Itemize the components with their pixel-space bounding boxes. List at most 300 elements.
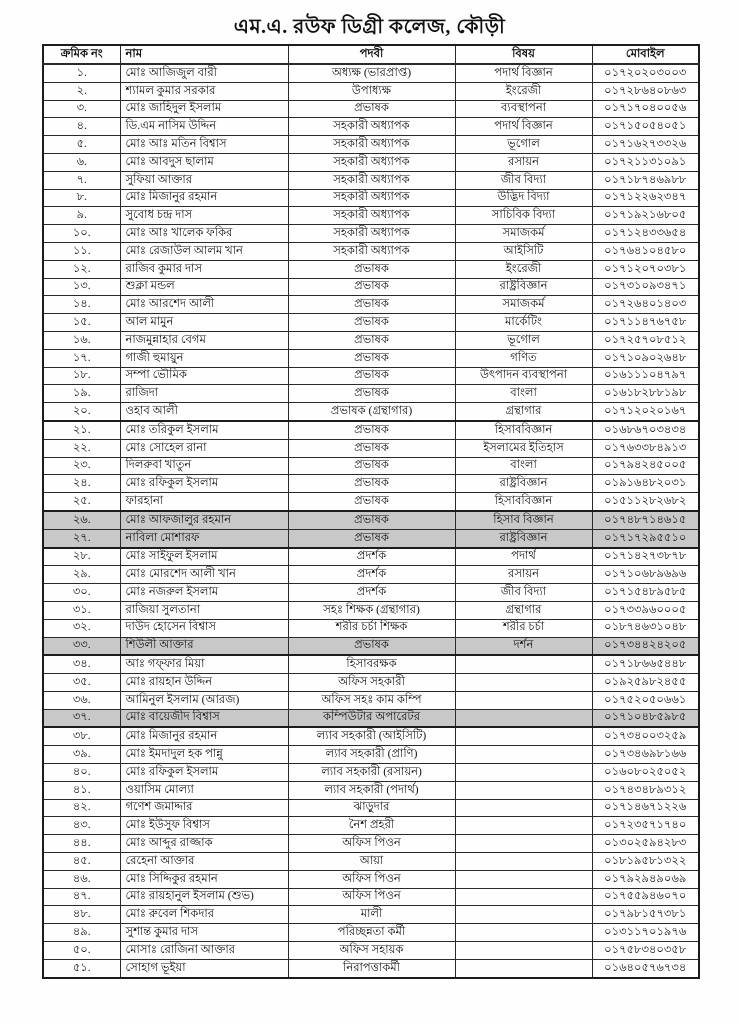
cell-serial-no: ২৪. xyxy=(43,475,120,493)
cell-subject xyxy=(455,870,592,888)
cell-subject: উৎপাদন ব্যবস্থাপনা xyxy=(455,367,592,385)
cell-subject xyxy=(455,691,592,709)
cell-mobile: ০১৭১৪২৭৩৮৭৮ xyxy=(592,548,699,566)
cell-designation: সহকারী অধ্যাপক xyxy=(288,118,455,136)
cell-serial-no: ৩০. xyxy=(43,584,120,602)
header-designation: পদবী xyxy=(288,45,455,64)
cell-designation: প্রদর্শক xyxy=(288,584,455,602)
table-row xyxy=(43,82,699,100)
table-row xyxy=(43,100,699,118)
cell-subject: পদার্থ বিজ্ঞান xyxy=(455,118,592,136)
cell-name: সুশান্ত কুমার দাস xyxy=(120,924,288,942)
cell-serial-no: ৪৪. xyxy=(43,835,120,853)
cell-designation: প্রভাষক xyxy=(288,457,455,475)
cell-name: দিলরুবা খাতুন xyxy=(120,457,288,475)
cell-designation: প্রভাষক xyxy=(288,385,455,403)
cell-subject: মার্কেটিং xyxy=(455,314,592,332)
cell-name: ওয়াসিম মোল্যা xyxy=(120,781,288,799)
cell-name: মোঃ মিজানুর রহমান xyxy=(120,727,288,745)
cell-name: মোঃ তরিকুল ইসলাম xyxy=(120,421,288,439)
table-row xyxy=(43,493,699,511)
table-row xyxy=(43,709,699,727)
cell-mobile: ০১৭১৮৭৪৬৯৮৮ xyxy=(592,171,699,189)
cell-designation: প্রভাষক xyxy=(288,475,455,493)
table-row xyxy=(43,727,699,745)
table-row xyxy=(43,619,699,637)
cell-designation: প্রভাষক xyxy=(288,367,455,385)
cell-subject: ইংরেজী xyxy=(455,260,592,278)
cell-name: মোঃ আঃ মতিন বিশ্বাস xyxy=(120,136,288,154)
cell-subject xyxy=(455,764,592,782)
cell-serial-no: ২৮. xyxy=(43,548,120,566)
cell-serial-no: ১৯. xyxy=(43,385,120,403)
cell-mobile: ০১৩০২৫৯৪২৮৩ xyxy=(592,835,699,853)
cell-designation: নিরাপত্তাকর্মী xyxy=(288,959,455,977)
cell-mobile: ০১৭৪৮৭১৪৬১৫ xyxy=(592,511,699,529)
table-row xyxy=(43,566,699,584)
cell-mobile: ০১৬৮৬৭০৩৪৩৪ xyxy=(592,421,699,439)
cell-designation: প্রভাষক (গ্রন্থাগার) xyxy=(288,403,455,421)
cell-name: মোঃ ইউসুফ বিশ্বাস xyxy=(120,817,288,835)
cell-serial-no: ৫০. xyxy=(43,942,120,960)
cell-subject: পদার্থ বিজ্ঞান xyxy=(455,64,592,82)
table-row xyxy=(43,601,699,619)
cell-serial-no: ১০. xyxy=(43,225,120,243)
cell-name: আমিনুল ইসলাম (আরজ) xyxy=(120,691,288,709)
table-row xyxy=(43,421,699,439)
cell-mobile: ০১৬৪০৫৭৬৭৩৪ xyxy=(592,959,699,977)
table-row xyxy=(43,385,699,403)
cell-name: সম্পা ভৌমিক xyxy=(120,367,288,385)
cell-serial-no: ৩৭. xyxy=(43,709,120,727)
cell-designation: সহঃ শিক্ষক (গ্রন্থাগার) xyxy=(288,601,455,619)
cell-designation: অফিস সহকারী xyxy=(288,674,455,692)
cell-subject xyxy=(455,835,592,853)
cell-name: শিউলী আক্তার xyxy=(120,637,288,655)
cell-subject: আইসিটি xyxy=(455,242,592,260)
cell-name: মোঃ রায়হানুল ইসলাম (শুভ) xyxy=(120,888,288,906)
cell-mobile: ০১৬১৮২৮৮১৯৮ xyxy=(592,385,699,403)
cell-mobile: ০১৭৫২০৫০৬৬১ xyxy=(592,691,699,709)
table-row xyxy=(43,764,699,782)
cell-serial-no: ১৮. xyxy=(43,367,120,385)
cell-designation: প্রভাষক xyxy=(288,331,455,349)
cell-subject: ব্যবস্থাপনা xyxy=(455,100,592,118)
cell-name: মোঃ রায়হান উদ্দিন xyxy=(120,674,288,692)
cell-name: নাজমুন্নাহার বেগম xyxy=(120,331,288,349)
table-row xyxy=(43,242,699,260)
cell-mobile: ০১৬০৮০২৫০৫২ xyxy=(592,764,699,782)
cell-serial-no: ১১. xyxy=(43,242,120,260)
table-row xyxy=(43,655,699,673)
table-row xyxy=(43,314,699,332)
cell-name: রাজিব কুমার দাস xyxy=(120,260,288,278)
cell-mobile: ০১৭২৩৫৭১৭৪০ xyxy=(592,817,699,835)
cell-name: আল মামুন xyxy=(120,314,288,332)
cell-designation: ল্যাব সহকারী (পদার্থ) xyxy=(288,781,455,799)
cell-mobile: ০১৭১৭০৪০০৫৬ xyxy=(592,100,699,118)
cell-serial-no: ১৩. xyxy=(43,278,120,296)
cell-mobile: ০১৭১২০২০১৬৭ xyxy=(592,403,699,421)
cell-mobile: ০১৫১১২৮২৬৮২ xyxy=(592,493,699,511)
cell-designation: ল্যাব সহকারী (আইসিটি) xyxy=(288,727,455,745)
cell-designation: অধ্যক্ষ (ভারপ্রাপ্ত) xyxy=(288,64,455,82)
cell-name: মোঃ আরশেদ আলী xyxy=(120,296,288,314)
cell-subject: সমাজকর্ম xyxy=(455,225,592,243)
table-row xyxy=(43,260,699,278)
cell-name: শুক্লা মন্ডল xyxy=(120,278,288,296)
cell-mobile: ০১৩১১৭০১৯৭৬ xyxy=(592,924,699,942)
cell-subject: ভূগোল xyxy=(455,136,592,154)
cell-subject: রাষ্ট্রবিজ্ঞান xyxy=(455,529,592,547)
table-row xyxy=(43,548,699,566)
cell-name: ফারহানা xyxy=(120,493,288,511)
cell-serial-no: ৩১. xyxy=(43,601,120,619)
header-name: নাম xyxy=(120,45,288,64)
cell-subject xyxy=(455,906,592,924)
cell-serial-no: ১. xyxy=(43,64,120,82)
cell-serial-no: ৫. xyxy=(43,136,120,154)
table-row xyxy=(43,331,699,349)
cell-subject: হিসাব বিজ্ঞান xyxy=(455,511,592,529)
cell-name: মোঃ রফিকুল ইসলাম xyxy=(120,764,288,782)
cell-name: রাজিয়া সুলতানা xyxy=(120,601,288,619)
cell-designation: শরীর চর্চা শিক্ষক xyxy=(288,619,455,637)
cell-serial-no: ৪২. xyxy=(43,799,120,817)
cell-name: মোঃ মোরশেদ আলী খান xyxy=(120,566,288,584)
cell-name: সুবোধ চন্দ্র দাস xyxy=(120,207,288,225)
cell-mobile: ০১৭২৮৬৪০৮৬৩ xyxy=(592,82,699,100)
cell-subject xyxy=(455,674,592,692)
cell-subject: রাষ্ট্রবিজ্ঞান xyxy=(455,278,592,296)
cell-serial-no: ২০. xyxy=(43,403,120,421)
cell-name: গাজী হুমায়ুন xyxy=(120,349,288,367)
table-row xyxy=(43,278,699,296)
table-row xyxy=(43,906,699,924)
table-row xyxy=(43,171,699,189)
table-row xyxy=(43,153,699,171)
cell-subject: রসায়ন xyxy=(455,153,592,171)
table-row xyxy=(43,781,699,799)
cell-subject: গ্রন্থাগার xyxy=(455,403,592,421)
cell-designation: প্রভাষক xyxy=(288,278,455,296)
cell-mobile: ০১৭৪৩৪৮৯৩১২ xyxy=(592,781,699,799)
cell-subject xyxy=(455,817,592,835)
table-row xyxy=(43,296,699,314)
cell-serial-no: ১৬. xyxy=(43,331,120,349)
cell-serial-no: ৩৬. xyxy=(43,691,120,709)
cell-mobile: ০১৭১৮৬৬৫৪৪৮ xyxy=(592,655,699,673)
table-row xyxy=(43,118,699,136)
cell-mobile: ০১৭২১১৩১০৯১ xyxy=(592,153,699,171)
cell-name: ওহাব আলী xyxy=(120,403,288,421)
cell-designation: প্রভাষক xyxy=(288,296,455,314)
cell-mobile: ০১৭৩৪৪২৪২০৫ xyxy=(592,637,699,655)
cell-designation: প্রভাষক xyxy=(288,511,455,529)
cell-name: সুফিয়া আক্তার xyxy=(120,171,288,189)
cell-name: মোঃ নজরুল ইসলাম xyxy=(120,584,288,602)
cell-mobile: ০১৭১০৪৮৫৯৮৫ xyxy=(592,709,699,727)
cell-mobile: ০১৮৭৪৬৩১০৪৮ xyxy=(592,619,699,637)
cell-designation: প্রভাষক xyxy=(288,493,455,511)
cell-subject: গণিত xyxy=(455,349,592,367)
cell-subject xyxy=(455,727,592,745)
cell-subject: ইংরেজী xyxy=(455,82,592,100)
table-row xyxy=(43,746,699,764)
page-title: এম.এ. রউফ ডিগ্রী কলেজ, কৌড়ী xyxy=(233,16,506,38)
cell-designation: প্রদর্শক xyxy=(288,548,455,566)
cell-serial-no: ৪৩. xyxy=(43,817,120,835)
cell-designation: আয়া xyxy=(288,853,455,871)
cell-name: মোঃ আবদুস ছালাম xyxy=(120,153,288,171)
cell-mobile: ০১৯২৫৯৮২৪৫৫ xyxy=(592,674,699,692)
table-row xyxy=(43,674,699,692)
cell-subject xyxy=(455,853,592,871)
cell-mobile: ০১৭১২৪৩৩৬৫৪ xyxy=(592,225,699,243)
cell-subject: সমাজকর্ম xyxy=(455,296,592,314)
cell-designation: প্রভাষক xyxy=(288,100,455,118)
cell-name: শ্যামল কুমার সরকার xyxy=(120,82,288,100)
cell-subject: উদ্ভিদ বিদ্যা xyxy=(455,189,592,207)
cell-serial-no: ৪৮. xyxy=(43,906,120,924)
cell-name: মোসাঃ রোজিনা আক্তার xyxy=(120,942,288,960)
cell-name: রেহেনা আক্তার xyxy=(120,853,288,871)
cell-name: মোঃ ইমদাদুল হক পান্নু xyxy=(120,746,288,764)
cell-mobile: ০১৭৯৮১৫৭৩৮১ xyxy=(592,906,699,924)
cell-designation: অফিস পিওন xyxy=(288,835,455,853)
cell-designation: মালী xyxy=(288,906,455,924)
cell-name: মোঃ সোহেল রানা xyxy=(120,439,288,457)
table-row xyxy=(43,529,699,547)
cell-designation: প্রভাষক xyxy=(288,529,455,547)
cell-subject xyxy=(455,799,592,817)
cell-designation: ল্যাব সহকারী (রসায়ন) xyxy=(288,764,455,782)
cell-subject: জীব বিদ্যা xyxy=(455,584,592,602)
cell-designation: প্রভাষক xyxy=(288,260,455,278)
cell-name: মোঃ রফিকুল ইসলাম xyxy=(120,475,288,493)
cell-subject: বাংলা xyxy=(455,457,592,475)
table-row xyxy=(43,403,699,421)
cell-designation: সহকারী অধ্যাপক xyxy=(288,136,455,154)
cell-serial-no: ৩৮. xyxy=(43,727,120,745)
cell-serial-no: ২৭. xyxy=(43,529,120,547)
cell-name: মোঃ আজিজুল বারী xyxy=(120,64,288,82)
cell-name: মোঃ আফজালুর রহমান xyxy=(120,511,288,529)
cell-name: মোঃ সিদ্দিকুর রহমান xyxy=(120,870,288,888)
cell-designation: সহকারী অধ্যাপক xyxy=(288,189,455,207)
table-row xyxy=(43,691,699,709)
cell-subject: জীব বিদ্যা xyxy=(455,171,592,189)
cell-serial-no: ৪. xyxy=(43,118,120,136)
cell-subject xyxy=(455,924,592,942)
cell-serial-no: ৮. xyxy=(43,189,120,207)
cell-designation: নৈশ প্রহরী xyxy=(288,817,455,835)
header-subject: বিষয় xyxy=(455,45,592,64)
cell-mobile: ০১৭১৪৬৭১২২৬ xyxy=(592,799,699,817)
cell-name: মোঃ আঃ খালেক ফকির xyxy=(120,225,288,243)
cell-name: ডি.এম নাসিম উদ্দিন xyxy=(120,118,288,136)
table-row xyxy=(43,475,699,493)
cell-mobile: ০১৭২৬৪০১৪০৩ xyxy=(592,296,699,314)
table-row xyxy=(43,225,699,243)
cell-name: সোহাগ ভূইয়া xyxy=(120,959,288,977)
cell-subject: ইসলামের ইতিহাস xyxy=(455,439,592,457)
cell-mobile: ০১৭২৫৭০৮৫১২ xyxy=(592,331,699,349)
cell-designation: ল্যাব সহকারী (প্রাণি) xyxy=(288,746,455,764)
cell-serial-no: ৭. xyxy=(43,171,120,189)
cell-serial-no: ১৭. xyxy=(43,349,120,367)
header-row xyxy=(43,45,699,64)
cell-mobile: ০১৭৬৩৩৮৪৯১৩ xyxy=(592,439,699,457)
cell-designation: সহকারী অধ্যাপক xyxy=(288,171,455,189)
cell-designation: সহকারী অধ্যাপক xyxy=(288,207,455,225)
cell-designation: অফিস সহঃ কাম কম্পি xyxy=(288,691,455,709)
cell-serial-no: ৪৬. xyxy=(43,870,120,888)
cell-serial-no: ৪১. xyxy=(43,781,120,799)
cell-mobile: ০১৭১৭২৯৫৫১০ xyxy=(592,529,699,547)
cell-serial-no: ২৩. xyxy=(43,457,120,475)
cell-subject: দর্শন xyxy=(455,637,592,655)
cell-name: দাউদ হোসেন বিশ্বাস xyxy=(120,619,288,637)
cell-designation: অফিস সহায়ক xyxy=(288,942,455,960)
cell-designation: প্রভাষক xyxy=(288,637,455,655)
cell-designation: সহকারী অধ্যাপক xyxy=(288,153,455,171)
table-header xyxy=(43,45,699,64)
table-body xyxy=(43,64,699,978)
table-row xyxy=(43,870,699,888)
cell-designation: অফিস পিওন xyxy=(288,888,455,906)
cell-serial-no: ৩৯. xyxy=(43,746,120,764)
cell-subject: হিসাববিজ্ঞান xyxy=(455,493,592,511)
cell-subject: শরীর চর্চা xyxy=(455,619,592,637)
cell-mobile: ০১৭১০৬৮৯৬৯৬ xyxy=(592,566,699,584)
cell-serial-no: ২৯. xyxy=(43,566,120,584)
cell-mobile: ০১৭২০২০৩০০৩ xyxy=(592,64,699,82)
cell-serial-no: ২৫. xyxy=(43,493,120,511)
cell-designation: উপাধ্যক্ষ xyxy=(288,82,455,100)
table-row xyxy=(43,439,699,457)
cell-name: মোঃ আব্দুর রাজ্জাক xyxy=(120,835,288,853)
cell-serial-no: ৩. xyxy=(43,100,120,118)
table-row xyxy=(43,367,699,385)
cell-serial-no: ২২. xyxy=(43,439,120,457)
cell-mobile: ০১৮১৯৫৮১৩২২ xyxy=(592,853,699,871)
cell-serial-no: ৯. xyxy=(43,207,120,225)
table-row xyxy=(43,853,699,871)
cell-name: মোঃ রেজাউল আলম খান xyxy=(120,242,288,260)
cell-serial-no: ২১. xyxy=(43,421,120,439)
cell-designation: পরিচ্ছন্নতা কর্মী xyxy=(288,924,455,942)
table-row xyxy=(43,457,699,475)
cell-serial-no: ৩৩. xyxy=(43,637,120,655)
cell-mobile: ০১৭১৫০৫৪০৫১ xyxy=(592,118,699,136)
cell-designation: হিসাবরক্ষক xyxy=(288,655,455,673)
header-mobile: মোবাইল xyxy=(592,45,699,64)
table-row xyxy=(43,207,699,225)
table-row xyxy=(43,637,699,655)
cell-mobile: ০১৭১২০৭০৩৮১ xyxy=(592,260,699,278)
cell-designation: কম্পিউটার অপারেটর xyxy=(288,709,455,727)
table-row xyxy=(43,349,699,367)
cell-serial-no: ১২. xyxy=(43,260,120,278)
cell-subject: সাচিবিক বিদ্যা xyxy=(455,207,592,225)
cell-name: মোঃ সাইফুল ইসলাম xyxy=(120,548,288,566)
cell-name: নাবিলা মোশারফ xyxy=(120,529,288,547)
cell-subject: বাংলা xyxy=(455,385,592,403)
cell-name: আঃ গফ্ফার মিয়া xyxy=(120,655,288,673)
cell-designation: ঝাড়ুদার xyxy=(288,799,455,817)
cell-mobile: ০১৭১১৪৭৬৭৫৮ xyxy=(592,314,699,332)
cell-name: মোঃ রুবেল শিকদার xyxy=(120,906,288,924)
table-row xyxy=(43,64,699,82)
cell-subject xyxy=(455,888,592,906)
table-row xyxy=(43,799,699,817)
table-row xyxy=(43,942,699,960)
cell-designation: প্রভাষক xyxy=(288,439,455,457)
table-row xyxy=(43,817,699,835)
cell-mobile: ০১৬১১১০৪৭৯৭ xyxy=(592,367,699,385)
cell-serial-no: ১৫. xyxy=(43,314,120,332)
cell-serial-no: ৪৯. xyxy=(43,924,120,942)
cell-serial-no: ৪৭. xyxy=(43,888,120,906)
cell-mobile: ০১৭১০৯০২৬৪৮ xyxy=(592,349,699,367)
table-row xyxy=(43,136,699,154)
cell-serial-no: ১৪. xyxy=(43,296,120,314)
header-serial-no: ক্রমিক নং xyxy=(43,45,120,64)
cell-mobile: ০১৭৫৮৩৪০৩৫৮ xyxy=(592,942,699,960)
cell-subject xyxy=(455,959,592,977)
cell-subject xyxy=(455,781,592,799)
cell-subject: পদার্থ xyxy=(455,548,592,566)
table-row xyxy=(43,888,699,906)
table-row xyxy=(43,584,699,602)
cell-mobile: ০১৯১৬৪৮২০৩১ xyxy=(592,475,699,493)
cell-serial-no: ৬. xyxy=(43,153,120,171)
cell-mobile: ০১৭৩৩৯৬০০০৫ xyxy=(592,601,699,619)
cell-serial-no: ৪০. xyxy=(43,764,120,782)
cell-subject: ভূগোল xyxy=(455,331,592,349)
cell-mobile: ০১৭৩১০৯৩৪৭১ xyxy=(592,278,699,296)
cell-name: গণেশ জমাদ্দার xyxy=(120,799,288,817)
cell-name: মোঃ বায়েজীদ বিশ্বাস xyxy=(120,709,288,727)
cell-designation: অফিস পিওন xyxy=(288,870,455,888)
cell-subject xyxy=(455,655,592,673)
cell-serial-no: ৫১. xyxy=(43,959,120,977)
cell-serial-no: ৪৫. xyxy=(43,853,120,871)
table-row xyxy=(43,959,699,977)
cell-mobile: ০১৭৩৪৬৯৮১৬৬ xyxy=(592,746,699,764)
cell-designation: প্রভাষক xyxy=(288,349,455,367)
cell-mobile: ০১৭১৫৪৮৯৫৮৫ xyxy=(592,584,699,602)
cell-mobile: ০১৭১৬২৭৩৩২৬ xyxy=(592,136,699,154)
cell-subject xyxy=(455,746,592,764)
cell-name: রাজিদা xyxy=(120,385,288,403)
cell-subject: গ্রন্থাগার xyxy=(455,601,592,619)
cell-designation: সহকারী অধ্যাপক xyxy=(288,242,455,260)
table-row xyxy=(43,924,699,942)
cell-serial-no: ৩৪. xyxy=(43,655,120,673)
cell-subject: রাষ্ট্রবিজ্ঞান xyxy=(455,475,592,493)
cell-mobile: ০১৭১২২৬২৩৪৭ xyxy=(592,189,699,207)
cell-designation: প্রভাষক xyxy=(288,421,455,439)
cell-name: মোঃ জাহিদুল ইসলাম xyxy=(120,100,288,118)
cell-mobile: ০১৭৯২৯৪৯০৬৯ xyxy=(592,870,699,888)
cell-subject xyxy=(455,709,592,727)
table-row xyxy=(43,835,699,853)
cell-subject: হিসাববিজ্ঞান xyxy=(455,421,592,439)
cell-mobile: ০১৭৫৫৯৪৬০৭০ xyxy=(592,888,699,906)
cell-mobile: ০১৭৩৪০০৩২৫৯ xyxy=(592,727,699,745)
